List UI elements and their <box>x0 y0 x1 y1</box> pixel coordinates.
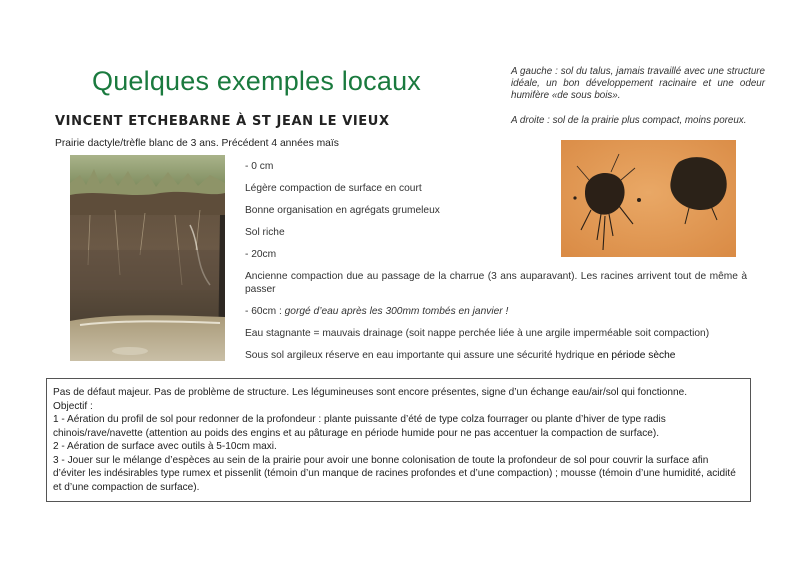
note-clay-subsoil <box>245 349 747 362</box>
note-aggregates: Bonne organisation en agrégats grumeleux <box>245 205 440 216</box>
note-depth-60 <box>245 305 747 318</box>
summary-objective-heading: Objectif : <box>53 400 93 412</box>
note-plough-compaction: Ancienne compaction due au passage de la charrue (3 ans auparavant). Les racines arrivent tout de même à passer <box>245 271 747 295</box>
soil-profile-photo <box>70 155 225 361</box>
note-clay-subsoil-emphasis: en période sèche <box>597 350 676 361</box>
note-surface-compaction: Légère compaction de surface en court <box>245 183 422 194</box>
summary-box <box>46 378 751 502</box>
note-depth-60-label: - 60cm : <box>245 306 285 317</box>
note-stagnant-water: Eau stagnante = mauvais drainage (soit nappe perchée liée à une argile imperméable soit compaction) <box>245 328 710 339</box>
intro-text: Prairie dactyle/trèfle blanc de 3 ans. Précédent 4 années maïs <box>55 138 339 149</box>
profile-notes <box>245 160 747 371</box>
note-depth-0: - 0 cm <box>245 161 274 172</box>
page-title: Quelques exemples locaux <box>92 66 421 96</box>
summary-diagnosis: Pas de défaut majeur. Pas de problème de structure. Les légumineuses sont encore présentes, signe d’un échange eau/air/sol qui fonctionne. <box>53 387 688 398</box>
note-depth-60-detail: gorgé d’eau après les 300mm tombés en janvier ! <box>284 306 509 317</box>
caption-right-sample: A droite : sol de la prairie plus compact, moins poreux. <box>511 115 747 126</box>
farm-subtitle: VINCENT ETCHEBARNE À ST JEAN LE VIEUX <box>55 114 390 129</box>
caption-left-sample: A gauche : sol du talus, jamais travaillé avec une structure idéale, un bon développement racinaire et une odeur humifère «de sous bois». <box>511 66 765 101</box>
summary-objective-2: 2 - Aération de surface avec outils à 5-10cm maxi. <box>53 441 277 452</box>
summary-objective-3: 3 - Jouer sur le mélange d’espèces au sein de la prairie pour avoir une bonne colonisation de toute la profondeur de sol pour couvrir la surface afin d’éviter les indésirables type rumex et pissenlit (témoin d’un manque de racines profondes et d’une compaction) ; mousse (témoin d’une humidité, acidité et d’une compaction de surface). <box>53 454 736 493</box>
note-depth-20: - 20cm <box>245 249 277 260</box>
summary-objective-1: 1 - Aération du profil de sol pour redonner de la profondeur : plante puissante d’été de type colza fourrager ou plante d’hiver de type radis chinois/rave/navette (attention au poids des engins et au pâturage en période humide pour ne pas accentuer la compaction de surface). <box>53 414 666 439</box>
note-rich-soil: Sol riche <box>245 227 285 238</box>
note-clay-subsoil-text: Sous sol argileux réserve en eau importante qui assure une sécurité hydrique <box>245 350 598 361</box>
